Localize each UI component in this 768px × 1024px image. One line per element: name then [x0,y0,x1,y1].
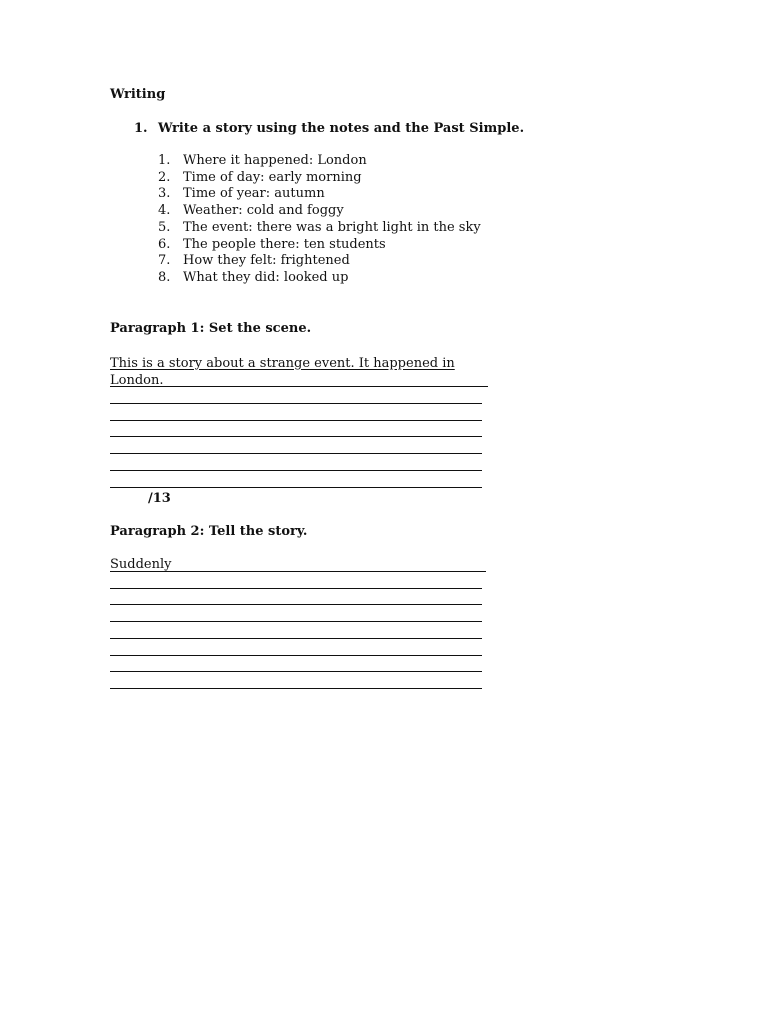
note-item [158,203,481,220]
note-text: How they felt: frightened [183,253,350,269]
note-number: 5. [158,219,171,235]
note-text: Where it happened: London [183,153,367,168]
note-text: What they did: looked up [183,269,349,285]
note-text: Time of year: autumn [183,186,325,202]
note-item [158,153,481,170]
note-number: 2. [158,169,171,185]
score-label: /13 [148,491,171,506]
paragraph1-title: Paragraph 1: Set the scene. [110,321,312,336]
note-item [158,186,481,203]
paragraph2-title: Paragraph 2: Tell the story. [110,524,308,539]
note-text: Weather: cold and foggy [183,203,344,219]
writing-line [110,403,482,404]
note-number: 6. [158,236,171,252]
paragraph1-starter-line2: London. [110,373,164,388]
note-number: 7. [158,253,171,269]
note-item [158,253,481,270]
task-text: Write a story using the notes and the Past Simple. [158,121,525,136]
section-title: Writing [110,87,166,102]
note-number: 4. [158,203,171,219]
note-item [158,270,481,287]
writing-line [110,470,482,471]
task-number: 1. [134,121,148,136]
writing-line [110,487,482,488]
notes-list [158,153,481,287]
writing-line [110,436,482,437]
note-item [158,170,481,187]
note-text: Time of day: early morning [183,169,362,185]
note-number: 1. [158,153,171,168]
writing-line [110,638,482,639]
note-text: The people there: ten students [183,236,386,252]
note-item [158,220,481,237]
paragraph1-starter-line1: This is a story about a strange event. It happened in [110,356,455,371]
writing-line [110,588,482,589]
note-item [158,237,481,254]
note-number: 8. [158,269,171,285]
writing-line [110,453,482,454]
writing-line [110,688,482,689]
note-text: The event: there was a bright light in the sky [183,219,481,235]
writing-line [110,655,482,656]
writing-line [110,604,482,605]
writing-line [110,386,488,387]
paragraph2-starter: Suddenly [110,557,172,572]
writing-line [110,571,486,572]
writing-line [110,671,482,672]
note-number: 3. [158,186,171,202]
writing-line [110,420,482,421]
task-instruction [134,121,524,137]
writing-line [110,621,482,622]
